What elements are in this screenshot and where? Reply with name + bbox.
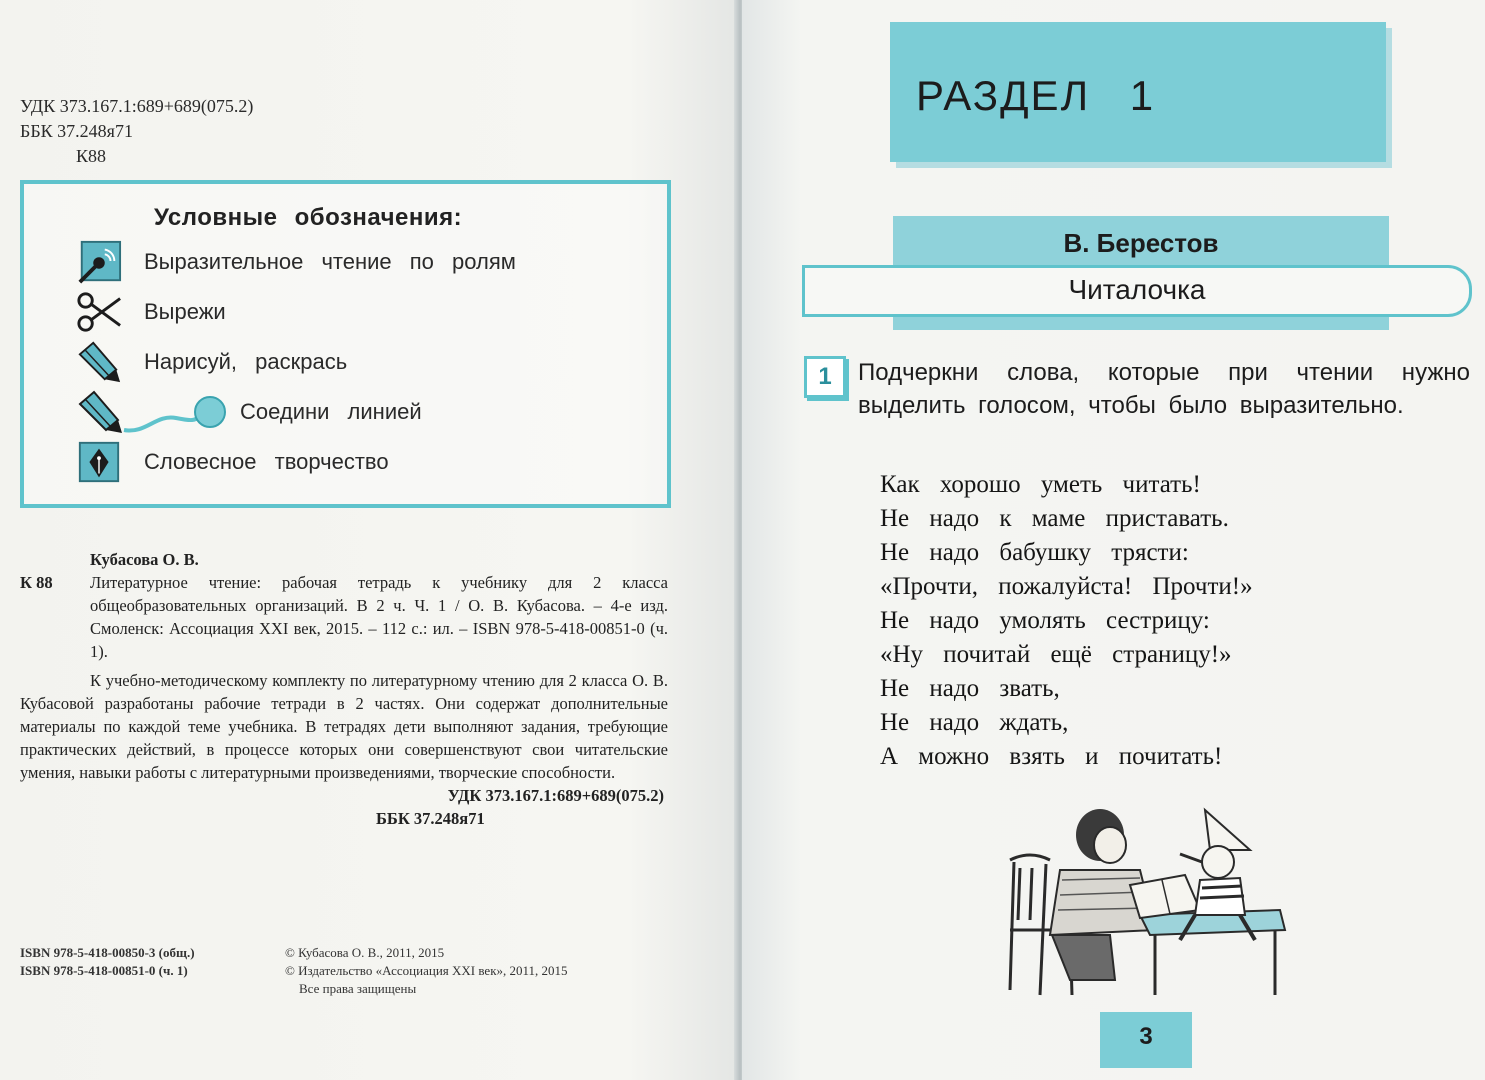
microphone-icon <box>76 240 122 284</box>
biblio-annotation: К учебно-методическому комплекту по литературному чтению для 2 класса О. В. Кубасовой разработаны рабочие тетради в 2 частях. Они содержат дополнительные материалы по каждой теме учебника. В тетрадях дети выполняют задания, требующие практических действий, в процессе которых они совершенствуют свои читательские умения, навыки работы с литературными произведениями, творческие способности. <box>20 671 668 782</box>
biblio-bbk: ББК 37.248я71 <box>376 809 485 828</box>
legend-item-draw <box>76 340 347 384</box>
legend-label: Нарисуй, раскрась <box>144 349 348 374</box>
page-number: 3 <box>1100 1012 1192 1068</box>
pencil-line-icon <box>76 390 226 434</box>
poem-title: Читалочка <box>1068 274 1206 305</box>
copyright-line: © Издательство «Ассоциация XXI век», 2011, 2015 <box>285 963 568 978</box>
udk-line: УДК 373.167.1:689+689(075.2) <box>20 96 254 116</box>
biblio-code: К 88 <box>20 573 53 592</box>
bbk-line: ББК 37.248я71 <box>20 121 133 141</box>
pencil-icon <box>76 340 122 384</box>
poem-line: «Ну почитай ещё страницу!» <box>880 641 1232 668</box>
poem-line: Не надо ждать, <box>880 709 1069 736</box>
legend-item-cut <box>76 290 226 334</box>
biblio-author: Кубасова О. В. <box>90 550 199 569</box>
legend-label: Словесное творчество <box>144 449 389 474</box>
legend-item-creative <box>76 440 389 484</box>
bibliographic-record <box>20 548 668 830</box>
legend-title: Условные обозначения: <box>154 204 463 231</box>
poem-author: В. Берестов <box>1063 228 1219 258</box>
pen-nib-icon <box>76 440 122 484</box>
isbn-block <box>20 944 195 980</box>
poem <box>880 468 1253 774</box>
udk-header <box>20 94 253 169</box>
poem-line: Не надо к маме приставать. <box>880 505 1229 532</box>
author-mark: К88 <box>76 146 107 166</box>
task-instruction: Подчеркни слова, которые при чтении нужно выделить голосом, чтобы было выразительно. <box>858 359 1470 419</box>
scissors-icon <box>76 290 122 334</box>
section-banner <box>890 22 1386 162</box>
legend-label: Соедини линией <box>240 399 422 424</box>
copyright-block <box>285 944 568 998</box>
task-number-badge: 1 <box>804 356 846 398</box>
copyright-line: © Кубасова О. В., 2011, 2015 <box>285 945 445 960</box>
copyright-line: Все права защищены <box>299 981 417 996</box>
title-bar <box>802 265 1472 317</box>
left-page <box>0 0 738 1080</box>
poem-line: Как хорошо уметь читать! <box>880 471 1201 498</box>
poem-line: Не надо умолять сестрицу: <box>880 607 1210 634</box>
legend-item-connect <box>76 390 422 434</box>
poem-line: А можно взять и почитать! <box>880 743 1223 770</box>
isbn-line: ISBN 978-5-418-00851-0 (ч. 1) <box>20 963 188 978</box>
section-title: РАЗДЕЛ 1 <box>916 72 1156 119</box>
legend-label: Вырежи <box>144 299 226 324</box>
legend-box <box>20 180 671 508</box>
biblio-udk: УДК 373.167.1:689+689(075.2) <box>447 786 664 805</box>
legend-item-reading <box>76 240 516 284</box>
poem-line: «Прочти, пожалуйста! Прочти!» <box>880 573 1253 600</box>
poem-line: Не надо звать, <box>880 675 1060 702</box>
poem-line: Не надо бабушку трясти: <box>880 539 1189 566</box>
boy-reading-with-pinocchio-illustration <box>990 790 1290 1000</box>
biblio-description: Литературное чтение: рабочая тетрадь к учебнику для 2 класса общеобразовательных организаций. В 2 ч. Ч. 1 / О. В. Кубасова. – 4-е изд. Смоленск: Ассоциация XXI век, 2015. – 112 с.: ил. – ISBN 978-5-418-00851-0 (ч. 1). <box>90 573 668 661</box>
legend-label: Выразительное чтение по ролям <box>144 249 516 274</box>
isbn-line: ISBN 978-5-418-00850-3 (общ.) <box>20 945 195 960</box>
